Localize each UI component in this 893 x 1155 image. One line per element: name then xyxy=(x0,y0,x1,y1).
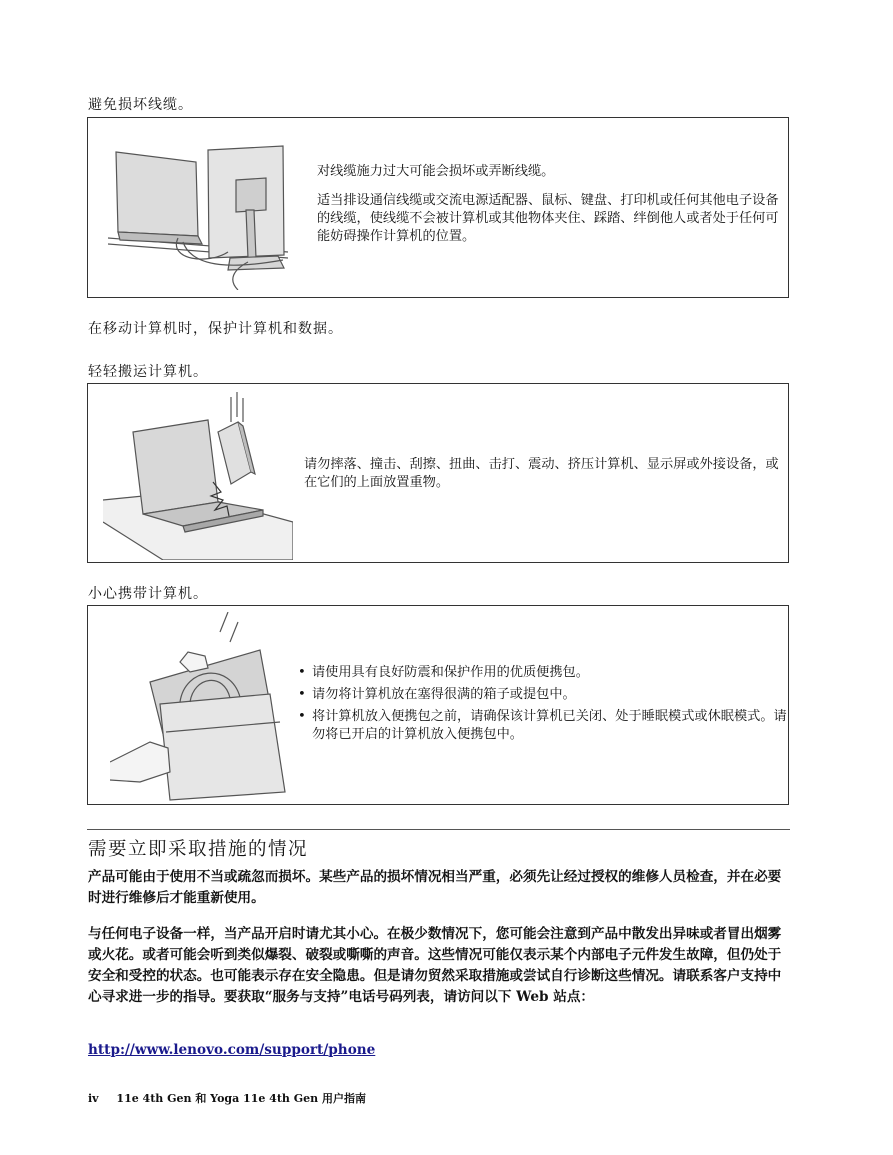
bag-notice-box xyxy=(87,605,789,805)
carrying-bag-illustration xyxy=(110,612,290,802)
urgent-paragraph-1 xyxy=(88,867,792,909)
page-footer xyxy=(88,1090,366,1106)
page-number: iv xyxy=(88,1092,99,1105)
cable-notice-text xyxy=(317,163,783,257)
bag-bullet-2: • 请勿将计算机放在塞得很满的箱子或提包中。 xyxy=(298,686,788,704)
bag-notice-list xyxy=(298,664,788,748)
laptop-impact-illustration xyxy=(103,392,293,560)
carry-notice-text: 请勿摔落、撞击、刮擦、扭曲、击打、震动、挤压计算机、显示屏或外接设备，或在它们的上面放置重物。 xyxy=(304,457,779,490)
section-label-cables: 避免损坏线缆。 xyxy=(88,97,193,113)
support-phone-link[interactable]: http://www.lenovo.com/support/phone xyxy=(88,1042,376,1058)
urgent-paragraph-2-text: 与任何电子设备一样，当产品开启时请尤其小心。在极少数情况下，您可能会注意到产品中散发出异味或者冒出烟雾或火花。或者可能会听到类似爆裂、破裂或嘶嘶的声音。这些情况可能仅表示某个内部电子元件发生故障，但仍处于安全和受控的状态。也可能表示存在安全隐患。但是请勿贸然采取措施或尝试自行诊断这些情况。请联系客户支持中心寻求进一步的指导。要获取“服务与支持”电话号码列表，请访问以下 Web 站点： xyxy=(88,926,782,1005)
cable-illustration xyxy=(108,140,288,290)
carry-notice-box xyxy=(87,383,789,563)
section-divider xyxy=(87,829,790,830)
cable-text-1: 对线缆施力过大可能会损坏或弄断线缆。 xyxy=(317,164,555,179)
cable-notice-box xyxy=(87,117,789,298)
urgent-heading: 需要立即采取措施的情况 xyxy=(88,839,309,860)
section-label-protect: 在移动计算机时，保护计算机和数据。 xyxy=(88,321,343,337)
bag-bullet-3: • 将计算机放入便携包之前，请确保该计算机已关闭、处于睡眠模式或休眠模式。请勿将已开启的计算机放入便携包中。 xyxy=(298,708,788,744)
bag-bullet-1: • 请使用具有良好防震和保护作用的优质便携包。 xyxy=(298,664,788,682)
section-label-bag: 小心携带计算机。 xyxy=(88,586,208,602)
footer-title: 11e 4th Gen 和 Yoga 11e 4th Gen 用户指南 xyxy=(116,1092,366,1105)
urgent-paragraph-1-text: 产品可能由于使用不当或疏忽而损坏。某些产品的损坏情况相当严重，必须先让经过授权的维修人员检查，并在必要时进行维修后才能重新使用。 xyxy=(88,869,782,906)
section-label-carry: 轻轻搬运计算机。 xyxy=(88,364,208,380)
cable-text-2: 适当排设通信线缆或交流电源适配器、鼠标、键盘、打印机或任何其他电子设备的线缆，使线缆不会被计算机或其他物体夹住、踩踏、绊倒他人或者处于任何可能妨碍操作计算机的位置。 xyxy=(317,193,779,244)
urgent-paragraph-2 xyxy=(88,924,792,1008)
